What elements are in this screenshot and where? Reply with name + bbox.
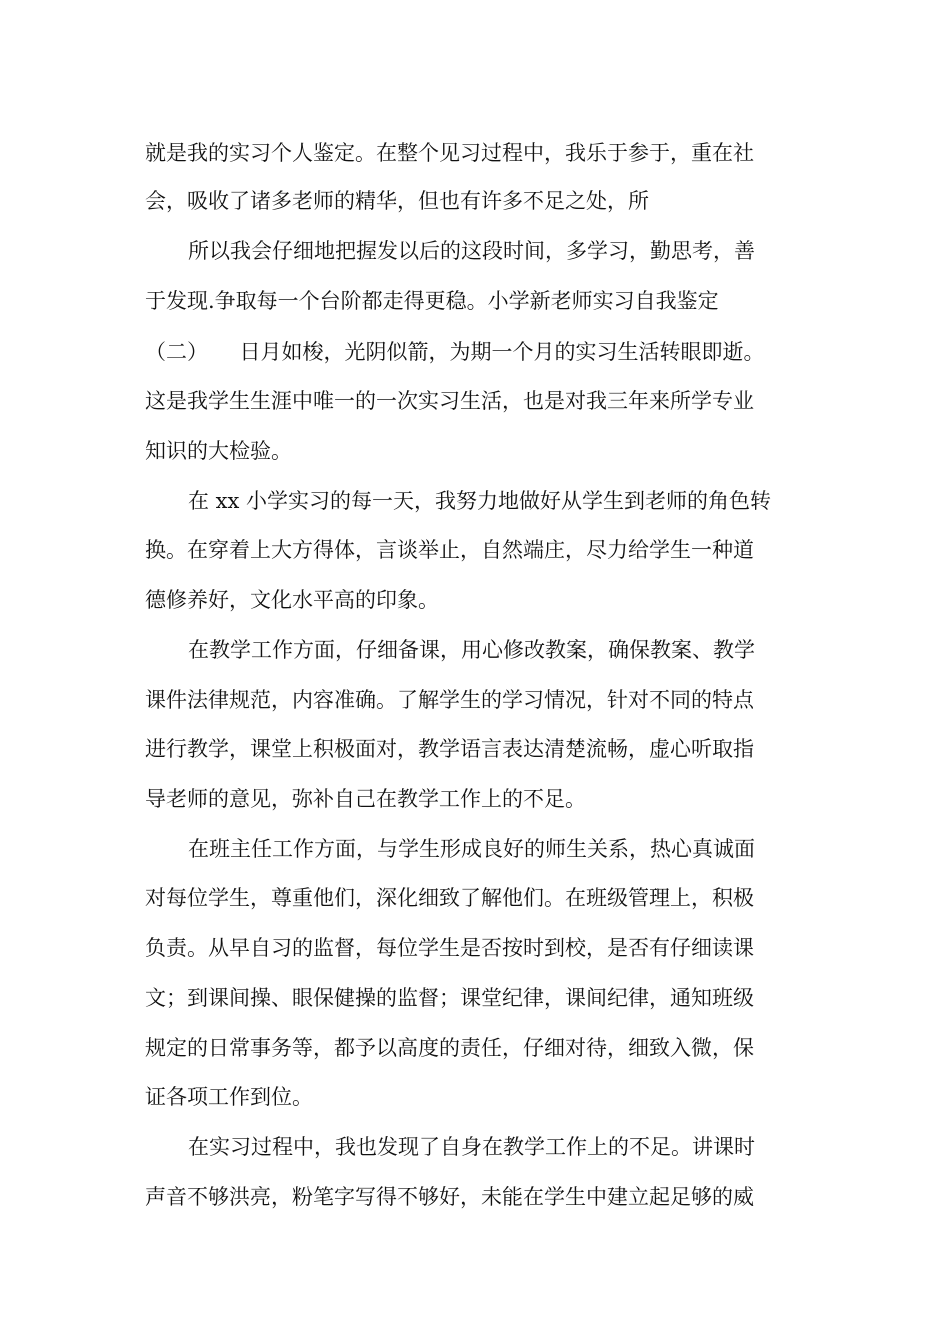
text-line: 在实习过程中，我也发现了自身在教学工作上的不足。讲课时 [188,1135,755,1159]
text-line: 换。在穿着上大方得体，言谈举止，自然端庄，尽力给学生一种道 [145,538,754,562]
text-line: 课件法律规范，内容准确。了解学生的学习情况，针对不同的特点 [145,688,754,712]
text-line: 知识的大检验。 [145,439,292,463]
text-line: 这是我学生生涯中唯一的一次实习生活，也是对我三年来所学专业 [145,389,754,413]
text-line: 所以我会仔细地把握发以后的这段时间，多学习，勤思考，善 [188,239,755,263]
text-line: 在教学工作方面，仔细备课，用心修改教案，确保教案、教学 [188,638,755,662]
text-line: 于发现.争取每一个台阶都走得更稳。小学新老师实习自我鉴定 [145,289,719,313]
text-line: 规定的日常事务等，都予以高度的责任，仔细对待，细致入微，保 [145,1036,754,1060]
text-line: 导老师的意见，弥补自己在教学工作上的不足。 [145,787,586,811]
text-line: 对每位学生，尊重他们，深化细致了解他们。在班级管理上，积极 [145,886,754,910]
text-line: 会，吸收了诸多老师的精华，但也有许多不足之处，所 [145,189,649,213]
text-line: 文；到课间操、眼保健操的监督；课堂纪律，课间纪律，通知班级 [145,986,754,1010]
text-line: 在班主任工作方面，与学生形成良好的师生关系，热心真诚面 [188,837,755,861]
text-line: 就是我的实习个人鉴定。在整个见习过程中，我乐于参于，重在社 [145,141,754,165]
text-line: 德修养好，文化水平高的印象。 [145,588,439,612]
text-line: （二） 日月如梭，光阴似箭，为期一个月的实习生活转眼即逝。 [145,340,765,364]
text-line: 声音不够洪亮，粉笔字写得不够好，未能在学生中建立起足够的威 [145,1185,754,1209]
text-line: 证各项工作到位。 [145,1085,313,1109]
text-line: 在 xx 小学实习的每一天，我努力地做好从学生到老师的角色转 [188,489,772,513]
text-line: 进行教学，课堂上积极面对，教学语言表达清楚流畅，虚心听取指 [145,737,754,761]
text-line: 负责。从早自习的监督，每位学生是否按时到校，是否有仔细读课 [145,936,754,960]
